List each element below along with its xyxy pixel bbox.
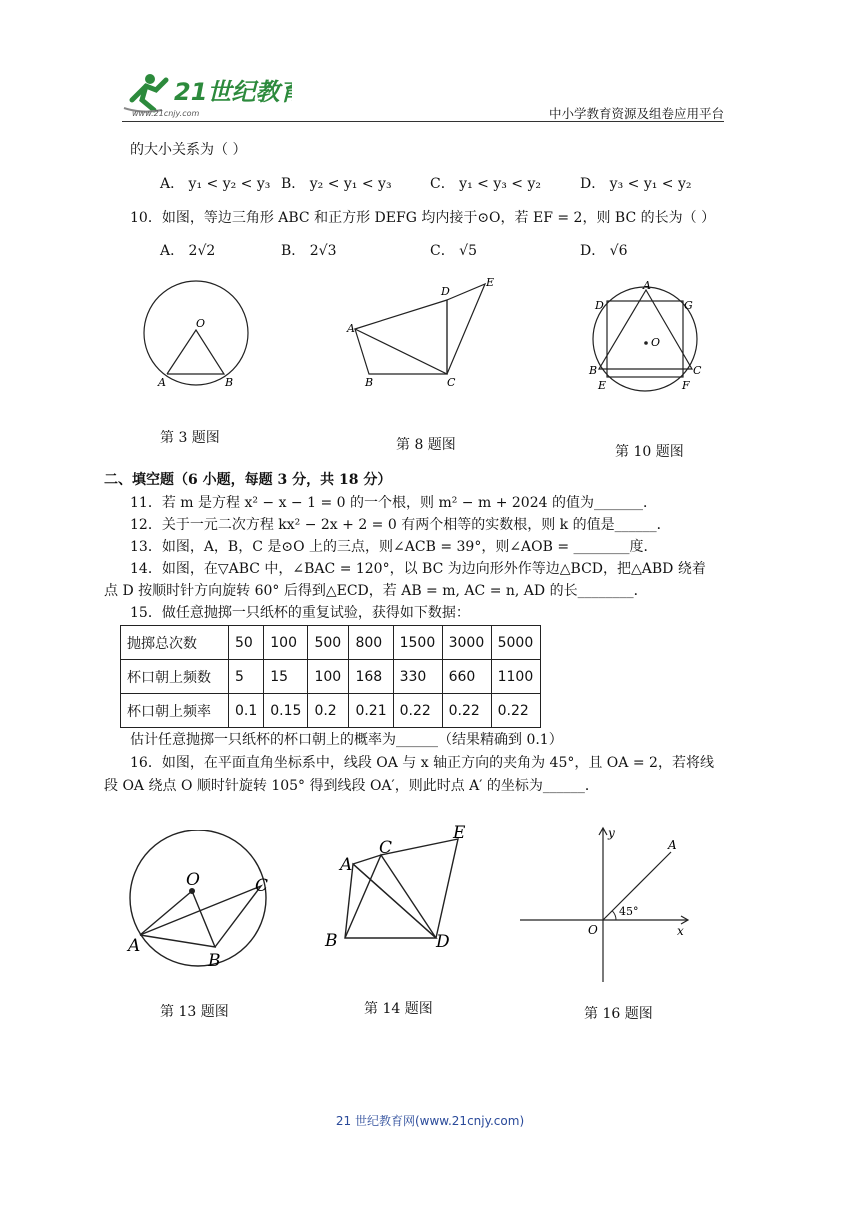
figure-10 xyxy=(585,275,710,400)
table-row xyxy=(121,626,541,660)
q15-tail: 估计任意抛掷一只纸杯的杯口朝上的概率为______（结果精确到 0.1） xyxy=(130,732,563,748)
table-cell: 杯口朝上频数 xyxy=(121,660,229,694)
platform-name: 中小学教育资源及组卷应用平台 xyxy=(548,106,724,121)
fig14-label-a: A xyxy=(340,855,353,875)
table-cell: 330 xyxy=(393,660,442,694)
fig8-label-c: C xyxy=(447,376,456,389)
table-cell: 500 xyxy=(308,626,349,660)
fig16-label-y: y xyxy=(608,826,615,840)
fig10-label-c: C xyxy=(693,364,702,377)
table-cell: 800 xyxy=(349,626,393,660)
caption-fig14: 第 14 题图 xyxy=(364,1001,433,1017)
table-cell: 5000 xyxy=(491,626,540,660)
fig8-label-a: A xyxy=(347,322,355,335)
fig10-label-f: F xyxy=(682,379,690,392)
fig10-label-a: A xyxy=(643,279,651,292)
table-cell: 15 xyxy=(264,660,308,694)
fig3-label-o: O xyxy=(196,317,206,330)
fig10-label-b: B xyxy=(589,364,598,377)
fig3-label-b: B xyxy=(225,376,234,389)
figure-13 xyxy=(120,830,285,975)
q16-line2: 段 OA 绕点 O 顺时针旋转 105° 得到线段 OA′，则此时点 A′ 的坐标为______． xyxy=(104,778,599,794)
table-cell: 100 xyxy=(308,660,349,694)
fig13-label-o: O xyxy=(186,870,200,890)
fig10-label-e: E xyxy=(598,379,607,392)
fig16-label-x: x xyxy=(677,924,684,938)
table-cell: 0.1 xyxy=(229,694,264,728)
table-cell: 3000 xyxy=(442,626,491,660)
caption-fig10: 第 10 题图 xyxy=(615,444,684,460)
table-cell: 1100 xyxy=(491,660,540,694)
q9-option-a: A． y₁ < y₂ < y₃ xyxy=(160,176,271,192)
figure-16 xyxy=(518,822,698,987)
table-cell: 0.2 xyxy=(308,694,349,728)
caption-fig16: 第 16 题图 xyxy=(584,1006,653,1022)
runner-icon xyxy=(124,74,166,112)
q12-text: 12．关于一元二次方程 kx² − 2x + 2 = 0 有两个相等的实数根，则 k 的值是______． xyxy=(130,517,671,533)
q14-line1: 14．如图，在▽ABC 中，∠BAC = 120°，以 BC 为边向形外作等边△BCD，把△ABD 绕着 xyxy=(130,561,706,577)
table-cell: 1500 xyxy=(393,626,442,660)
fig16-label-o: O xyxy=(588,923,598,937)
q15-text: 15．做任意抛掷一只纸杯的重复试验，获得如下数据： xyxy=(130,605,470,621)
table-row xyxy=(121,694,541,728)
fig8-label-e: E xyxy=(486,276,495,289)
table-cell: 50 xyxy=(229,626,264,660)
q9-option-b: B． y₂ < y₁ < y₃ xyxy=(281,176,392,192)
figure-3 xyxy=(140,275,255,395)
logo-text: 21世纪教育 xyxy=(174,78,292,106)
fig13-label-a: A xyxy=(128,936,141,956)
q13-text: 13．如图，A，B，C 是⊙O 上的三点，则∠ACB = 39°，则∠AOB = ________度． xyxy=(130,539,658,555)
caption-fig3: 第 3 题图 xyxy=(160,430,220,446)
fig14-label-e: E xyxy=(453,823,466,843)
fig10-label-g: G xyxy=(684,299,693,312)
frequency-table xyxy=(120,625,541,728)
q9-tail: 的大小关系为（ ） xyxy=(130,142,247,158)
table-cell: 0.22 xyxy=(393,694,442,728)
fig3-label-a: A xyxy=(158,376,166,389)
q14-line2: 点 D 按顺时针方向旋转 60° 后得到△ECD，若 AB = m, AC = n, AD 的长________． xyxy=(104,583,648,599)
fig14-label-b: B xyxy=(325,931,338,951)
header-divider xyxy=(122,121,724,122)
figure-8 xyxy=(345,272,505,392)
fig13-label-c: C xyxy=(255,876,269,896)
fig14-label-c: C xyxy=(379,838,393,858)
q10-option-a: A． 2√2 xyxy=(160,243,216,259)
q10-option-c: C． √5 xyxy=(430,243,477,259)
fig10-label-d: D xyxy=(595,299,604,312)
table-cell: 100 xyxy=(264,626,308,660)
table-cell: 0.21 xyxy=(349,694,393,728)
table-cell: 杯口朝上频率 xyxy=(121,694,229,728)
logo-url: www.21cnjy.com xyxy=(132,109,200,118)
fig16-label-angle: 45° xyxy=(619,905,639,918)
q10-option-b: B． 2√3 xyxy=(281,243,337,259)
q9-option-c: C． y₁ < y₃ < y₂ xyxy=(430,176,541,192)
table-cell: 660 xyxy=(442,660,491,694)
fig13-label-b: B xyxy=(208,951,221,971)
table-cell: 0.15 xyxy=(264,694,308,728)
fig10-label-o: O xyxy=(651,336,661,349)
table-cell: 5 xyxy=(229,660,264,694)
table-cell: 168 xyxy=(349,660,393,694)
table-cell: 抛掷总次数 xyxy=(121,626,229,660)
q11-text: 11．若 m 是方程 x² − x − 1 = 0 的一个根，则 m² − m + 2024 的值为_______． xyxy=(130,495,657,511)
table-row xyxy=(121,660,541,694)
q16-line1: 16．如图，在平面直角坐标系中，线段 OA 与 x 轴正方向的夹角为 45°，且 OA = 2，若将线 xyxy=(130,755,714,771)
caption-fig8: 第 8 题图 xyxy=(396,437,456,453)
section-2-title: 二、填空题（6 小题，每题 3 分，共 18 分） xyxy=(104,472,392,488)
fig16-label-a: A xyxy=(668,838,677,852)
q10-text: 10．如图，等边三角形 ABC 和正方形 DEFG 均内接于⊙O，若 EF = 2，则 BC 的长为（ ） xyxy=(130,210,716,226)
fig8-label-b: B xyxy=(365,376,374,389)
fig8-label-d: D xyxy=(441,285,450,298)
site-logo xyxy=(122,70,292,122)
q10-option-d: D． √6 xyxy=(580,243,628,259)
table-cell: 0.22 xyxy=(442,694,491,728)
figure-14 xyxy=(320,820,480,955)
fig14-label-d: D xyxy=(436,932,450,952)
table-cell: 0.22 xyxy=(491,694,540,728)
footer-link[interactable]: 21 世纪教育网(www.21cnjy.com) xyxy=(335,1114,525,1128)
caption-fig13: 第 13 题图 xyxy=(160,1004,229,1020)
q9-option-d: D． y₃ < y₁ < y₂ xyxy=(580,176,692,192)
